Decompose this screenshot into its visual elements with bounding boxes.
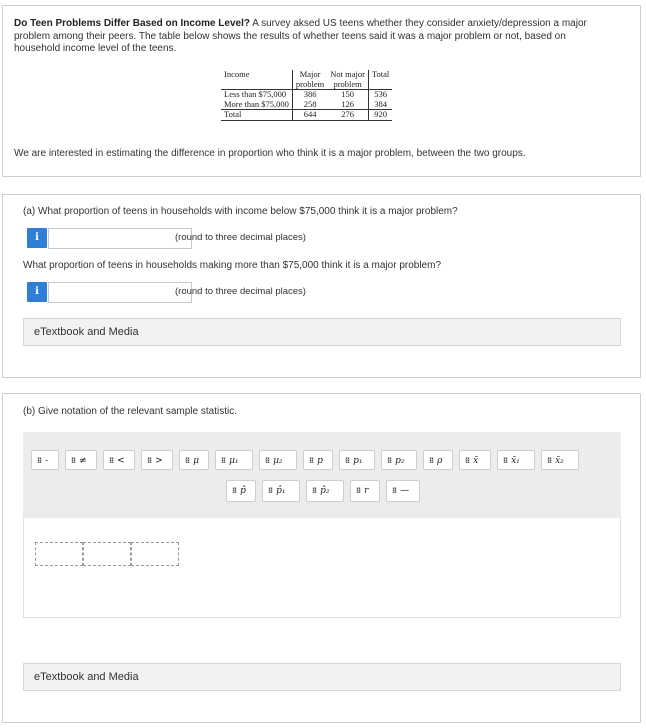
grip-icon: ⁝⁝ xyxy=(109,456,114,465)
grip-icon: ⁝⁝ xyxy=(185,456,190,465)
token-label: ρ xyxy=(437,456,443,466)
grip-icon: ⁝⁝ xyxy=(221,456,226,465)
proportion-above-75k-input[interactable] xyxy=(48,282,192,303)
part-a-question-1: (a) What proportion of teens in households with income below $75,000 think it is a major problem? xyxy=(23,206,458,217)
problem-body: A survey aksed US teens whether they consider anxiety/depression a major problem among their peers. The table below shows the results of whether teens said it was a major problem or not, based on household income level of the teens. xyxy=(14,18,587,54)
cell-major: 258 xyxy=(303,98,317,109)
token-label: x̄₁ xyxy=(511,456,520,466)
income-table xyxy=(221,70,392,121)
cell-major: 644 xyxy=(292,110,327,121)
token-label: x̄ xyxy=(473,456,479,466)
grip-icon: ⁝⁝ xyxy=(503,456,508,465)
cell-total: 384 xyxy=(374,98,387,109)
table-header-row xyxy=(221,70,392,90)
token-p[interactable] xyxy=(303,450,333,470)
token-label: μ₂ xyxy=(273,456,283,466)
answer-slot-2[interactable] xyxy=(83,542,131,566)
token-label: < xyxy=(117,456,125,466)
row-label: Total xyxy=(221,110,292,121)
etextbook-media-link[interactable]: eTextbook and Media xyxy=(23,318,621,346)
grip-icon: ⁝⁝ xyxy=(312,486,317,495)
grip-icon: ⁝⁝ xyxy=(387,456,392,465)
token-label: p₂ xyxy=(395,456,405,466)
info-icon[interactable]: i xyxy=(27,228,47,248)
etextbook-media-link[interactable]: eTextbook and Media xyxy=(23,663,621,691)
token-label: p̂₂ xyxy=(320,486,330,496)
token-p-hat[interactable] xyxy=(226,480,256,502)
grip-icon: ⁝⁝ xyxy=(392,486,397,495)
token-label: x̄₂ xyxy=(555,456,564,466)
token-greater-than[interactable] xyxy=(141,450,173,470)
token-label: — xyxy=(400,486,410,496)
answer-drop-area xyxy=(23,518,621,618)
cell-not-major: 276 xyxy=(327,110,368,121)
cell-major: 386 xyxy=(292,90,327,100)
token-rho[interactable] xyxy=(423,450,453,470)
header-income: Income xyxy=(221,70,292,90)
token-x-bar-2[interactable] xyxy=(541,450,579,470)
token-label: ≠ xyxy=(79,456,87,466)
table-row xyxy=(221,90,392,100)
table-row xyxy=(221,100,392,110)
token-x-bar-1[interactable] xyxy=(497,450,535,470)
grip-icon: ⁝⁝ xyxy=(232,486,237,495)
problem-statement-panel xyxy=(2,5,641,177)
token-r[interactable] xyxy=(350,480,380,502)
token-x-bar[interactable] xyxy=(459,450,491,470)
answer-slot-1[interactable] xyxy=(35,542,83,566)
grip-icon: ⁝⁝ xyxy=(345,456,350,465)
token-label: p̂₁ xyxy=(276,486,286,496)
proportion-below-75k-input[interactable] xyxy=(48,228,192,249)
token-p-2[interactable] xyxy=(381,450,417,470)
token-p-hat-1[interactable] xyxy=(262,480,300,502)
token-dash[interactable] xyxy=(386,480,420,502)
grip-icon: ⁝⁝ xyxy=(37,456,42,465)
token-label: p xyxy=(317,456,323,466)
token-p-hat-2[interactable] xyxy=(306,480,344,502)
part-b-question: (b) Give notation of the relevant sample statistic. xyxy=(23,406,237,417)
header-major: Major problem xyxy=(295,69,325,89)
symbol-palette xyxy=(23,432,621,518)
grip-icon: ⁝⁝ xyxy=(268,486,273,495)
cell-total: 536 xyxy=(368,90,392,100)
info-icon[interactable]: i xyxy=(27,282,47,302)
token-mu-1[interactable] xyxy=(215,450,253,470)
header-not-major: Not major problem xyxy=(327,70,368,90)
cell-not-major: 126 xyxy=(327,100,368,110)
followup-text: We are interested in estimating the difference in proportion who think it is a major problem, between the two groups. xyxy=(14,148,526,159)
token-label: μ₁ xyxy=(229,456,239,466)
token-mu-2[interactable] xyxy=(259,450,297,470)
token-label: p₁ xyxy=(353,456,363,466)
rounding-hint: (round to three decimal places) xyxy=(175,286,306,297)
header-total: Total xyxy=(371,69,390,79)
grip-icon: ⁝⁝ xyxy=(465,456,470,465)
token-label: > xyxy=(155,456,163,466)
grip-icon: ⁝⁝ xyxy=(547,456,552,465)
answer-slot-3[interactable] xyxy=(131,542,179,566)
intro-text xyxy=(14,18,614,56)
row-label: More than $75,000 xyxy=(221,100,292,110)
token-less-than[interactable] xyxy=(103,450,135,470)
problem-title: Do Teen Problems Differ Based on Income Level? xyxy=(14,18,250,29)
grip-icon: ⁝⁝ xyxy=(356,486,361,495)
token-minus[interactable] xyxy=(31,450,59,470)
cell-not-major: 150 xyxy=(327,90,368,100)
part-b-panel xyxy=(2,393,641,723)
token-label: - xyxy=(45,456,49,466)
grip-icon: ⁝⁝ xyxy=(147,456,152,465)
token-label: r xyxy=(364,486,369,496)
token-label: μ xyxy=(193,456,199,466)
cell-total: 920 xyxy=(368,110,392,121)
token-p-1[interactable] xyxy=(339,450,375,470)
part-a-panel xyxy=(2,194,641,378)
token-label: p̂ xyxy=(240,486,246,496)
part-a-question-2: What proportion of teens in households making more than $75,000 think it is a major problem? xyxy=(23,260,442,271)
grip-icon: ⁝⁝ xyxy=(429,456,434,465)
grip-icon: ⁝⁝ xyxy=(71,456,76,465)
grip-icon: ⁝⁝ xyxy=(309,456,314,465)
token-not-equal[interactable] xyxy=(65,450,97,470)
table-row xyxy=(221,110,392,121)
row-label: Less than $75,000 xyxy=(221,90,292,100)
rounding-hint: (round to three decimal places) xyxy=(175,232,306,243)
token-mu[interactable] xyxy=(179,450,209,470)
grip-icon: ⁝⁝ xyxy=(265,456,270,465)
